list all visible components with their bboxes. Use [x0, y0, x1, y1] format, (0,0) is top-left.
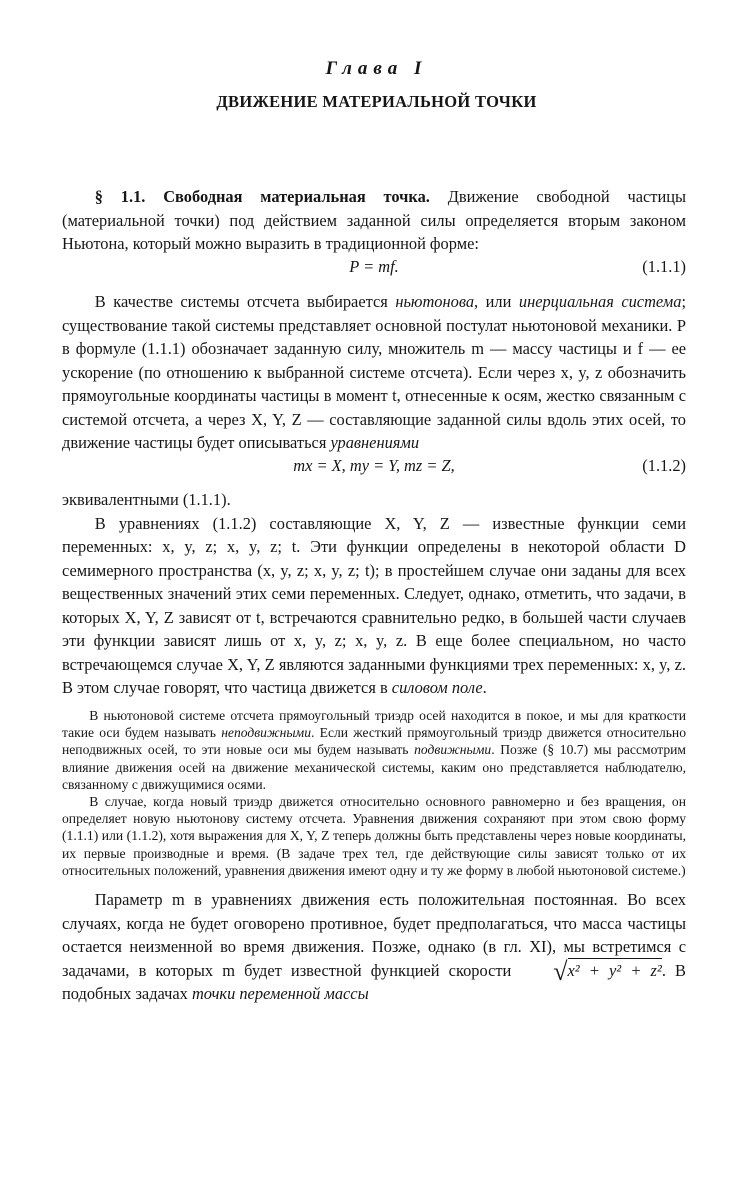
text-run: ; существование такой системы представляет основной постулат ньютоновой механики. P в формуле (1.1.1) обозначает заданную силу, множитель m — массу частицы и f — ее ускорение (по отношению к выбранной системе отсчета). Если через x, y, z обозначить прямоугольные координаты частицы в момент t, отнесенные к осям, жестко связанным с системой отсчета, а через X, Y, Z — составляющие заданной силы вдоль этих осей, то движение частицы будет описываться — [62, 292, 687, 452]
emphasis: силовом поле — [391, 678, 483, 697]
text-run: Параметр m в уравнениях движения есть положительная постоянная. Во всех случаях, когда не будет оговорено противное, будет предполагаться, что масса частицы остается неизменной во время движения. Позже, однако (в гл. XI), мы встретимся с задачами, в которых m будет известной функцией скорости — [62, 890, 686, 980]
sqrt-sign: √ — [553, 956, 568, 986]
note-2: В случае, когда новый триэдр движется относительно основного равномерно и без вращения, он определяет новую ньютонову систему отсчета. Уравнения движения сохраняют при этом свою форму (1.1.1) или (1.1.2), хотя выражения для X, Y, Z теперь должны быть представлены через новые координаты, их первые производные и время. (В задаче трех тел, где действующие силы зависят только от их относительных положений, уравнения движения имеют одну и ту же форму в любой ньютоновой системе.) — [62, 794, 686, 878]
paragraph-5 — [62, 888, 686, 1006]
emphasis: уравнениями — [330, 433, 420, 452]
emphasis: инерциальная система — [518, 292, 682, 311]
paragraph-3-4 — [62, 488, 686, 700]
text-run: . Позже (§ 10.7) мы рассмотрим влияние движения осей на движение механической системы, каким оно представляется наблюдателю, связанному с движущимися осями. — [62, 742, 686, 792]
section-paragraph-1: Движение свободной частицы (материальной точки) под действием заданной силы определяется вторым законом Ньютона, который можно выразить в традиционной форме: — [62, 187, 686, 253]
section-heading: § 1.1. Свободная материальная точка. — [94, 187, 430, 206]
paragraph-4 — [62, 512, 686, 700]
equation-1-1-1 — [62, 255, 686, 279]
chapter-title: ДВИЖЕНИЕ МАТЕРИАЛЬНОЙ ТОЧКИ — [216, 92, 537, 111]
emphasis: точки переменной массы — [191, 984, 369, 1003]
equation-1-1-2 — [62, 454, 686, 478]
chapter-label: Глава I — [325, 58, 428, 79]
equation-number: (1.1.1) — [642, 257, 686, 276]
footnote-block — [62, 707, 686, 879]
text-run: В уравнениях (1.1.2) составляющие X, Y, Z — известные функции семи переменных: x, y, z; x, y, z; t. Эти функции определены в некоторой области D семимерного пространства (x, y, z; x, y, z; t); в простейшем случае они заданы для всех вещественных значений этих семи переменных. Следует, однако, отметить, что задачи, в которых X, Y, Z зависят от t, встречаются сравнительно редко, в большей части случаев эти функции зависят лишь от x, y, z; x, y, z. В еще более специальном, но часто встречающемся случае X, Y, Z являются заданными функциями трех переменных: x, y, z. В этом случае говорят, что частица движется в — [62, 513, 686, 697]
text-run: , или — [474, 292, 519, 311]
paragraph-2 — [62, 290, 686, 455]
text-run: В качестве системы отсчета выбирается — [94, 292, 396, 311]
emphasis: неподвижными — [221, 725, 312, 741]
emphasis: ньютонова — [395, 292, 475, 311]
text-run: . Если жесткий прямоугольный триэдр движется относительно неподвижных осей, то эти новые оси мы будем называть — [62, 725, 687, 758]
text-run: . — [482, 678, 487, 697]
emphasis: подвижными — [414, 742, 492, 758]
section-intro — [62, 185, 686, 256]
equation-number: (1.1.2) — [642, 456, 686, 475]
paragraph-3: эквивалентными (1.1.1). — [62, 490, 231, 509]
text-run: . В подобных задачах — [62, 960, 686, 1003]
text-run: В ньютоновой системе отсчета прямоугольный триэдр осей находится в покое, и мы для краткости такие оси будем называть — [62, 708, 686, 741]
equation-formula: P = mf. — [349, 257, 399, 276]
note-1 — [62, 707, 686, 793]
radicand: x² + y² + z² — [568, 958, 662, 980]
equation-formula: mx = X, my = Y, mz = Z, — [293, 456, 455, 475]
